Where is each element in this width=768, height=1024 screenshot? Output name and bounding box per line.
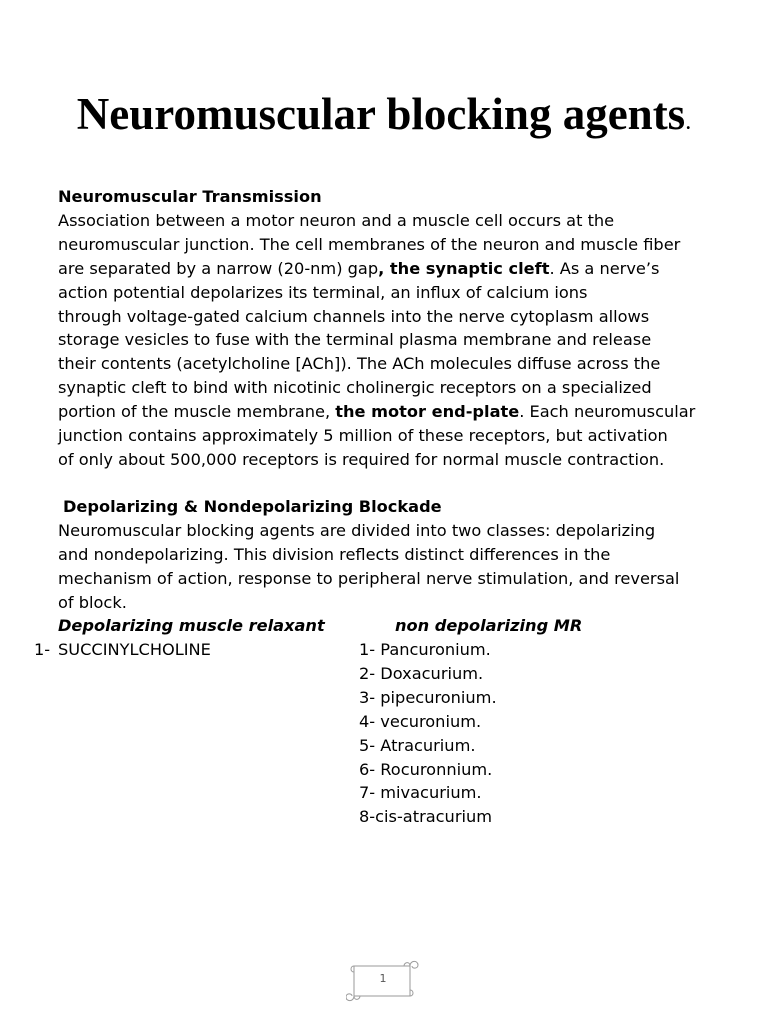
nondepolarizing-list-heading: non depolarizing MR [395,616,583,635]
title-period: . [685,109,692,135]
page-number: 1 [379,972,387,985]
section-neuromuscular-transmission [58,185,718,472]
paragraph-line: mechanism of action, response to peripheral nerve stimulation, and reversal [58,568,680,588]
paragraph-line: of block. [58,592,127,612]
paragraph-line: storage vesicles to fuse with the terminal plasma membrane and release [58,330,652,350]
paragraph-line: action potential depolarizes its terminal, an influx of calcium ions [58,282,588,302]
list-item: 4- vecuronium. [359,711,482,731]
drug-name: SUCCINYLCHOLINE [58,640,211,659]
paragraph-line: neuromuscular junction. The cell membranes of the neuron and muscle fiber [58,234,681,254]
list-item: 3- pipecuronium. [359,687,497,707]
paragraph-line: Neuromuscular blocking agents are divided into two classes: depolarizing [58,520,656,540]
page-title [0,84,768,152]
section-depolarizing-blockade [58,495,718,615]
paragraph-line: portion of the muscle membrane, the motor end-plate. Each neuromuscular [58,402,696,422]
section-heading: Neuromuscular Transmission [58,187,322,206]
depolarizing-list-heading: Depolarizing muscle relaxant [58,616,325,635]
page-number-scroll [346,956,420,1006]
nondepolarizing-list [359,638,497,829]
paragraph-line: through voltage-gated calcium channels into the nerve cytoplasm allows [58,306,650,326]
list-item: 5- Atracurium. [359,735,476,755]
paragraph-line: are separated by a narrow (20-nm) gap, the synaptic cleft. As a nerve’s [58,258,660,278]
list-item: 8-cis-atracurium [359,807,492,827]
paragraph-line: of only about 500,000 receptors is required for normal muscle contraction. [58,449,665,469]
section-heading: Depolarizing & Nondepolarizing Blockade [63,497,442,516]
list-item: 6- Rocuronnium. [359,759,493,779]
list-item: 1- Pancuronium. [359,640,491,659]
paragraph-line: synaptic cleft to bind with nicotinic cholinergic receptors on a specialized [58,378,652,398]
paragraph-line: their contents (acetylcholine [ACh]). The ACh molecules diffuse across the [58,354,661,374]
depolarizing-list-item [34,638,211,662]
list-item: 7- mivacurium. [359,783,482,803]
list-item: 2- Doxacurium. [359,663,484,683]
title-text: Neuromuscular blocking agents [76,89,686,139]
paragraph-line: junction contains approximately 5 million of these receptors, but activation [58,426,668,446]
paragraph-line: Association between a motor neuron and a muscle cell occurs at the [58,210,615,230]
bold-term-motor-end-plate: the motor end-plate [335,402,520,422]
list-number: 1- [34,640,51,659]
paragraph-line: and nondepolarizing. This division reflects distinct differences in the [58,544,611,564]
bold-term-synaptic-cleft: , the synaptic cleft [378,258,550,278]
